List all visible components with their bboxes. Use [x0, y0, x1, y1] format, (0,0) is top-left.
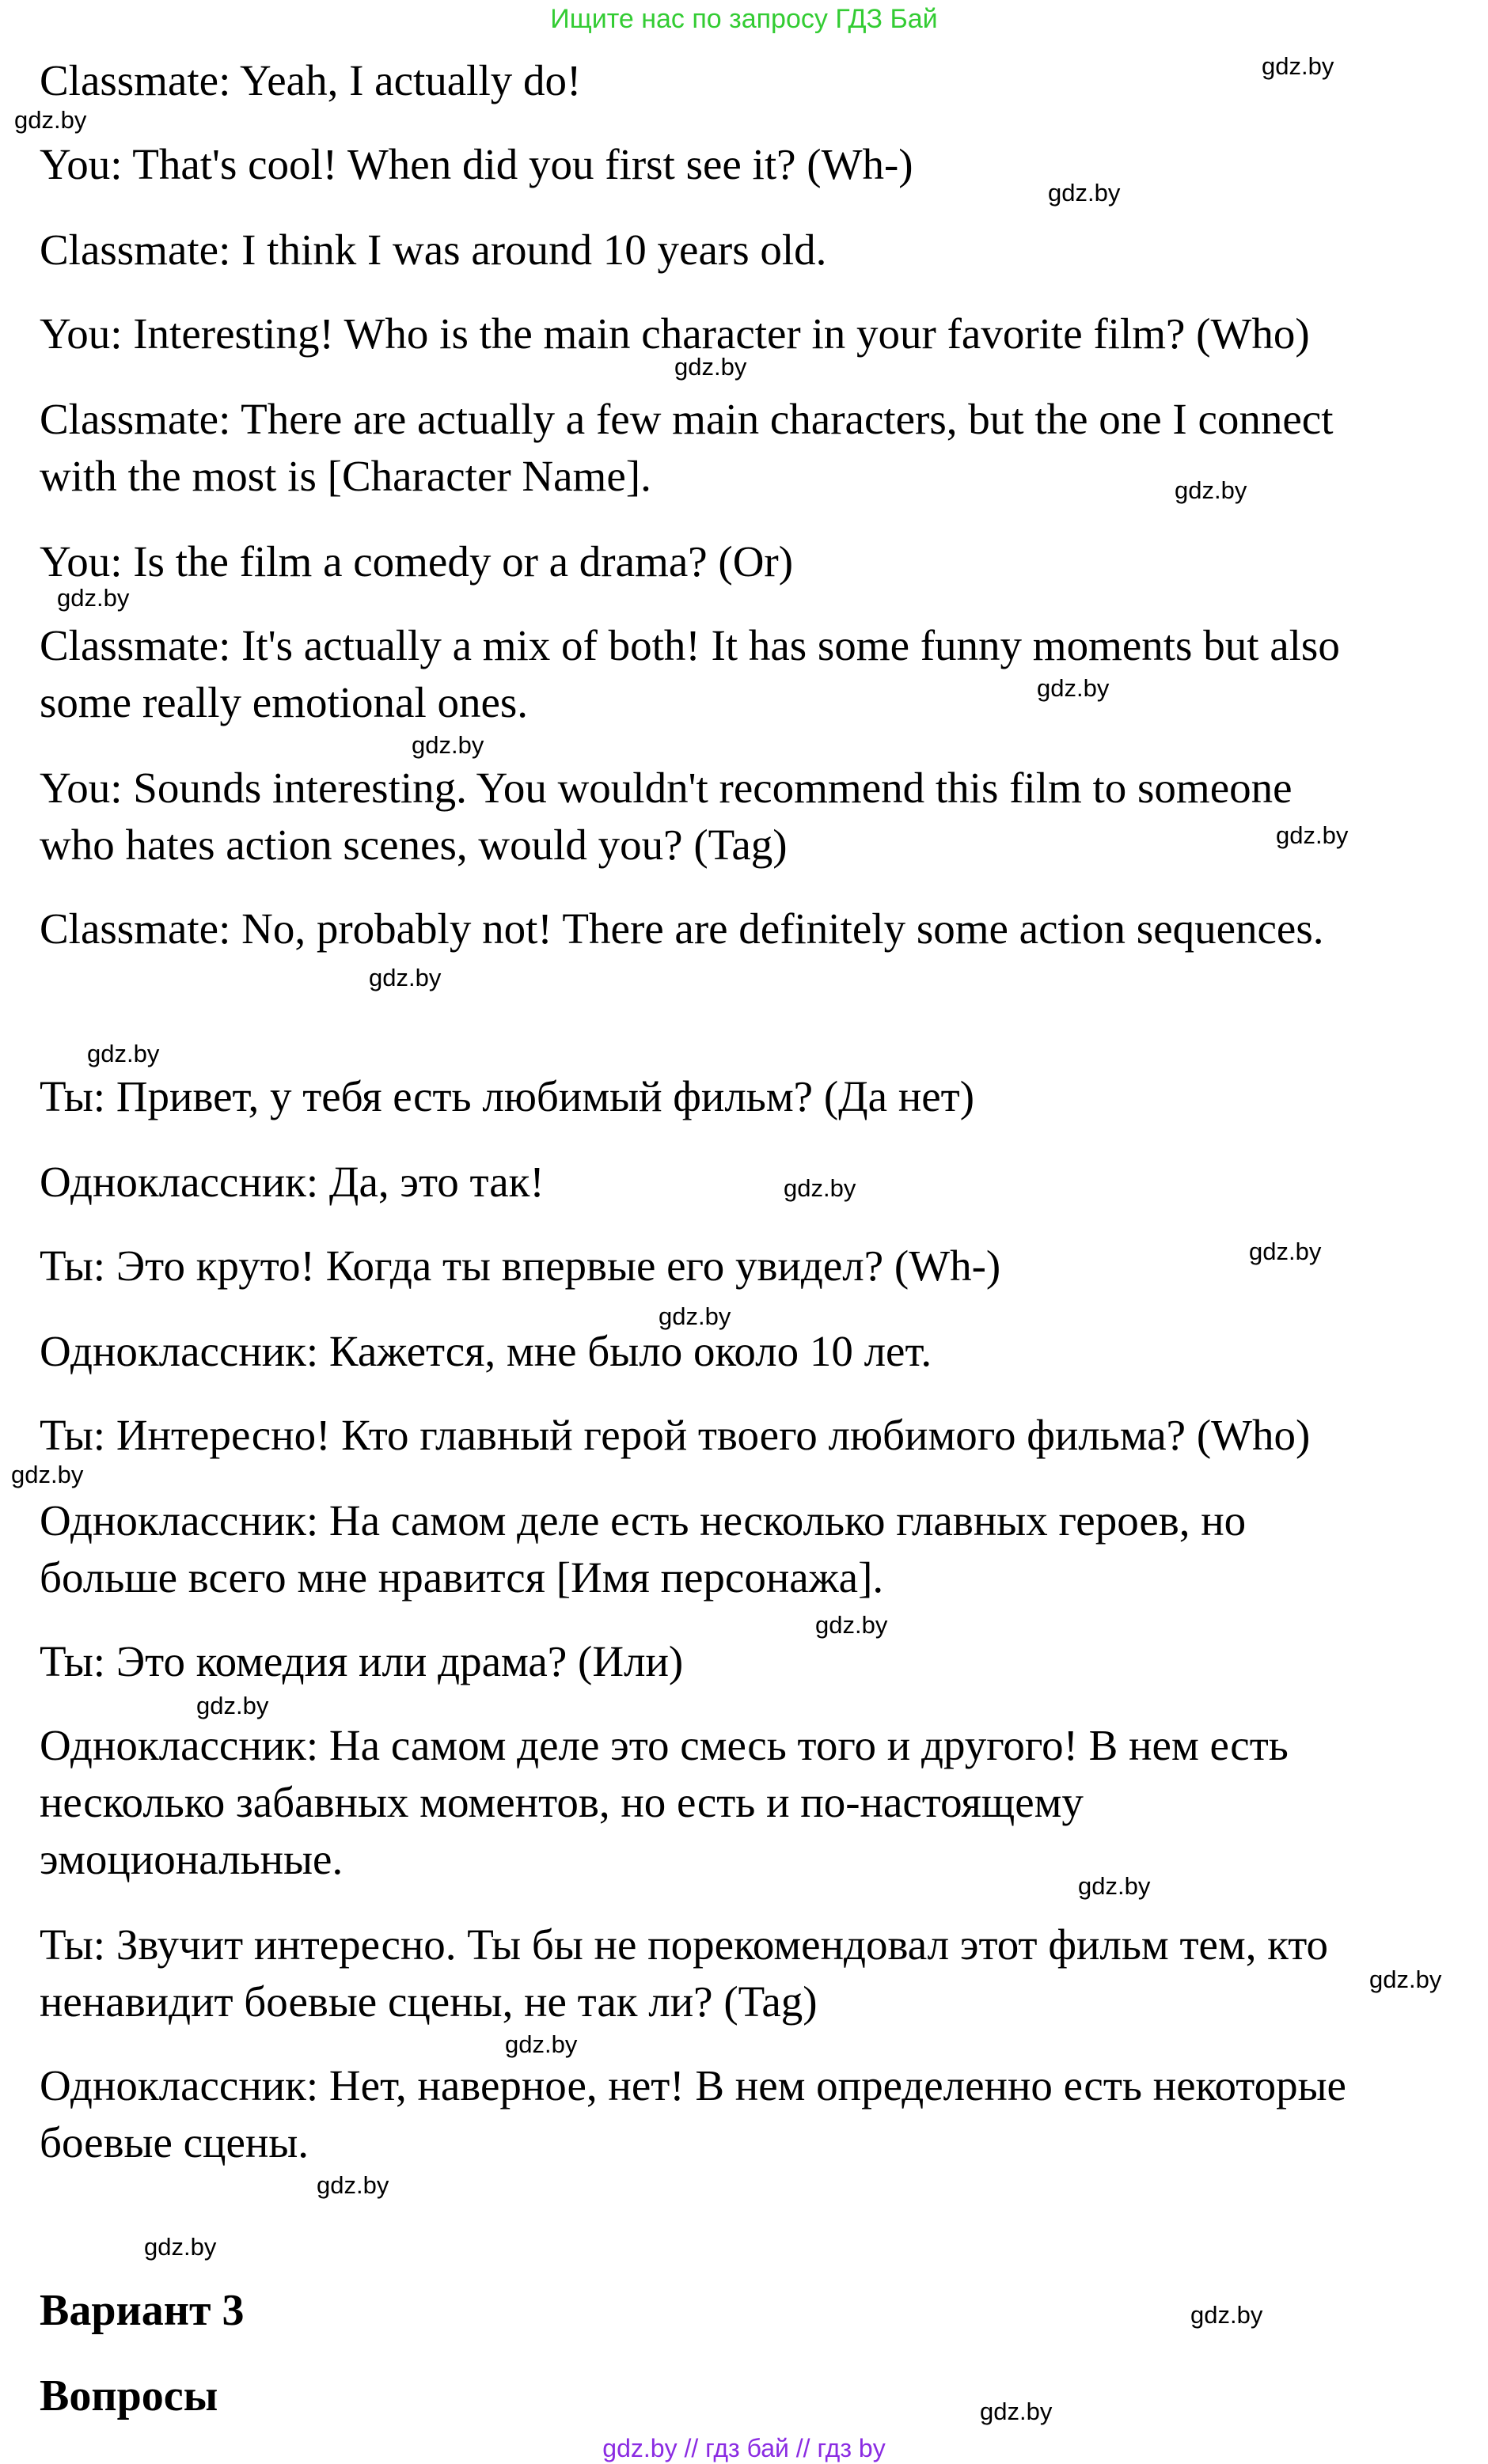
watermark: gdz.by: [14, 106, 87, 134]
questions-heading: Вопросы: [40, 2371, 218, 2420]
dialogue-line: who hates action scenes, would you? (Tag): [40, 821, 788, 869]
dialogue-line: эмоциональные.: [40, 1835, 344, 1883]
watermark: gdz.by: [784, 1174, 856, 1202]
dialogue-line: some really emotional ones.: [40, 678, 529, 726]
dialogue-line: You: Is the film a comedy or a drama? (Or): [40, 537, 794, 586]
watermark: gdz.by: [196, 1692, 269, 1719]
watermark: gdz.by: [1369, 1966, 1442, 1993]
watermark: gdz.by: [1276, 821, 1349, 849]
dialogue-line: Одноклассник: Кажется, мне было около 10 лет.: [40, 1327, 932, 1375]
dialogue-line: Ты: Интересно! Кто главный герой твоего любимого фильма? (Who): [40, 1411, 1311, 1459]
watermark: gdz.by: [1078, 1872, 1151, 1900]
variant-heading: Вариант 3: [40, 2286, 245, 2335]
dialogue-line: You: Sounds interesting. You wouldn't recommend this film to someone: [40, 764, 1293, 812]
dialogue-line: with the most is [Character Name].: [40, 452, 651, 500]
watermark: gdz.by: [317, 2171, 389, 2199]
dialogue-line: несколько забавных моментов, но есть и по-настоящему: [40, 1778, 1084, 1826]
dialogue-line: Ты: Это круто! Когда ты впервые его увидел? (Wh-): [40, 1241, 1001, 1290]
dialogue-line: Classmate: No, probably not! There are definitely some action sequences.: [40, 904, 1324, 953]
watermark: gdz.by: [1249, 1238, 1322, 1265]
dialogue-line: Одноклассник: Нет, наверное, нет! В нем определенно есть некоторые: [40, 2061, 1346, 2110]
dialogue-line: Одноклассник: На самом деле есть несколько главных героев, но: [40, 1496, 1247, 1545]
dialogue-line: Classmate: It's actually a mix of both! It has some funny moments but also: [40, 621, 1340, 669]
dialogue-line: Ты: Звучит интересно. Ты бы не порекомендовал этот фильм тем, кто: [40, 1920, 1329, 1969]
dialogue-line: Classmate: There are actually a few main characters, but the one I connect: [40, 395, 1334, 443]
dialogue-line: ненавидит боевые сцены, не так ли? (Tag): [40, 1977, 818, 2026]
watermark: gdz.by: [87, 1040, 160, 1067]
dialogue-line: Одноклассник: Да, это так!: [40, 1158, 545, 1206]
watermark: gdz.by: [1037, 674, 1110, 702]
dialogue-line: Ты: Это комедия или драма? (Или): [40, 1637, 684, 1685]
dialogue-line: Ты: Привет, у тебя есть любимый фильм? (Да нет): [40, 1072, 975, 1120]
watermark: gdz.by: [1048, 179, 1121, 207]
footer-links[interactable]: gdz.by // гдз бай // гдз by: [602, 2434, 886, 2462]
watermark: gdz.by: [505, 2030, 578, 2058]
watermark: gdz.by: [369, 964, 442, 991]
top-banner: Ищите нас по запросу ГДЗ Бай: [550, 4, 938, 34]
watermark: gdz.by: [1175, 476, 1247, 504]
dialogue-line: боевые сцены.: [40, 2118, 309, 2166]
watermark: gdz.by: [980, 2398, 1053, 2425]
dialogue-line: Classmate: Yeah, I actually do!: [40, 56, 582, 104]
watermark: gdz.by: [1262, 52, 1334, 80]
dialogue-line: Одноклассник: На самом деле это смесь того и другого! В нем есть: [40, 1721, 1289, 1769]
watermark: gdz.by: [815, 1611, 888, 1639]
watermark: gdz.by: [412, 731, 484, 759]
dialogue-line: Classmate: I think I was around 10 years old.: [40, 226, 827, 274]
watermark: gdz.by: [11, 1461, 84, 1488]
watermark: gdz.by: [1190, 2301, 1263, 2329]
watermark: gdz.by: [659, 1302, 731, 1330]
watermark: gdz.by: [674, 353, 747, 381]
dialogue-line: You: Interesting! Who is the main character in your favorite film? (Who): [40, 309, 1310, 358]
watermark: gdz.by: [144, 2233, 217, 2261]
watermark: gdz.by: [57, 584, 130, 612]
dialogue-line: больше всего мне нравится [Имя персонажа].: [40, 1553, 884, 1602]
dialogue-line: You: That's cool! When did you first see it? (Wh-): [40, 140, 913, 188]
